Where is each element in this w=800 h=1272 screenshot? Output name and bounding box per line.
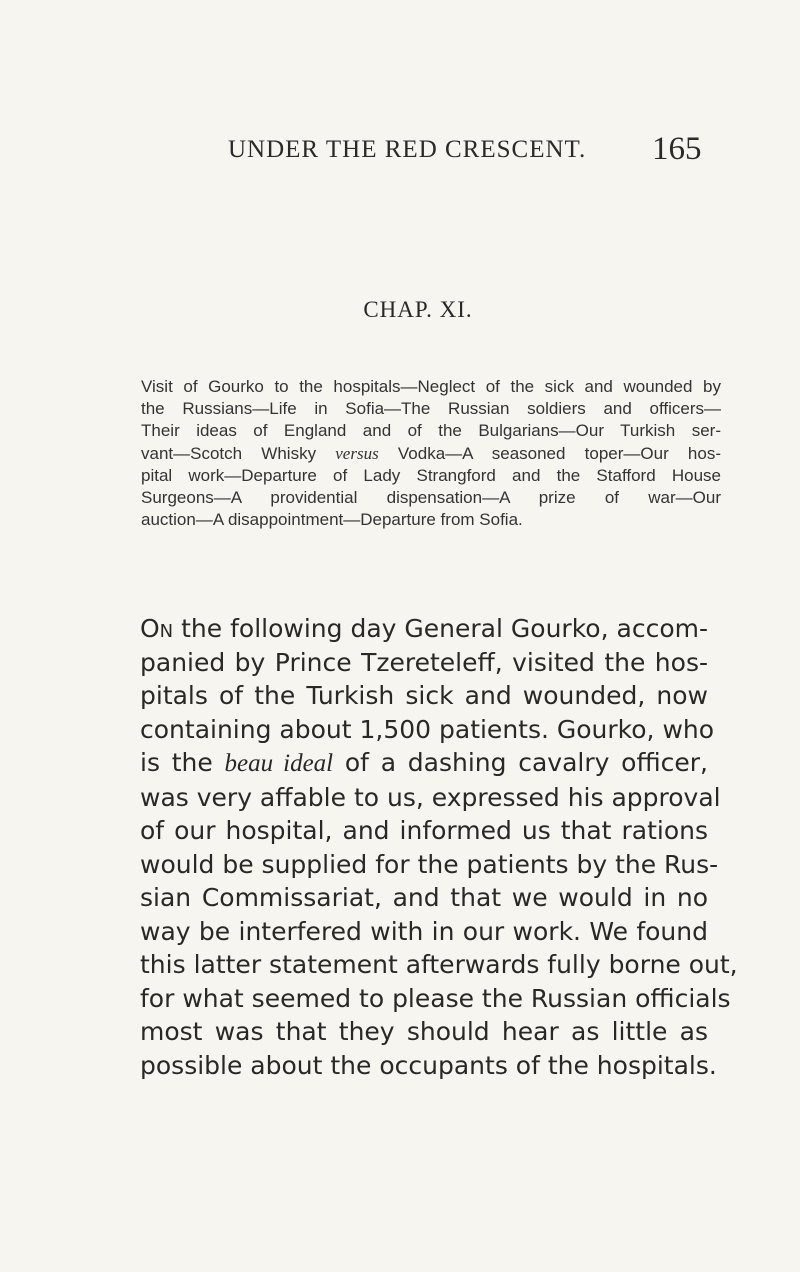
body-line: would be supplied for the patients by the Rus- xyxy=(140,849,719,879)
body-line: was very affable to us, expressed his approval xyxy=(140,782,721,812)
body-paragraph xyxy=(140,612,738,1082)
body-text: of a dashing cavalry officer, xyxy=(333,748,708,777)
body-line: containing about 1,500 patients. Gourko, who xyxy=(140,714,715,744)
synopsis-text: vant—Scotch Whisky xyxy=(141,443,336,463)
synopsis-italic: versus xyxy=(335,443,379,463)
page-number: 165 xyxy=(652,131,702,167)
body-line xyxy=(140,612,708,646)
italic-phrase: beau ideal xyxy=(224,750,334,777)
body-line: sian Commissariat, and that we would in no xyxy=(140,883,708,912)
synopsis-line: Surgeons—A providential dispensation—A prize of war—Our xyxy=(141,488,721,508)
body-text: is the xyxy=(140,748,225,777)
synopsis-line: auction—A disappointment—Departure from Sofia. xyxy=(141,510,523,530)
synopsis-line: the Russians—Life in Sofia—The Russian soldiers and officers— xyxy=(141,399,721,419)
chapter-synopsis xyxy=(141,376,721,531)
body-line: panied by Prince Tzereteleff, visited the hos- xyxy=(140,647,708,677)
body-line: this latter statement afterwards fully borne out, xyxy=(140,950,738,979)
synopsis-line xyxy=(141,443,721,465)
body-line: possible about the occupants of the hospitals. xyxy=(140,1050,717,1080)
body-line: way be interfered with in our work. We found xyxy=(140,916,708,946)
body-line: for what seemed to please the Russian officials xyxy=(140,983,731,1013)
body-line: most was that they should hear as little as xyxy=(140,1017,708,1046)
synopsis-line: Visit of Gourko to the hospitals—Neglect of the sick and wounded by xyxy=(141,377,721,396)
synopsis-line: Their ideas of England and of the Bulgarians—Our Turkish ser- xyxy=(141,421,721,441)
opening-word: On xyxy=(140,614,174,643)
body-line xyxy=(140,746,708,781)
body-line: pitals of the Turkish sick and wounded, now xyxy=(140,681,708,710)
synopsis-line: pital work—Departure of Lady Strangford and the Stafford House xyxy=(141,465,721,485)
chapter-heading: CHAP. XI. xyxy=(363,297,473,322)
body-line: of our hospital, and informed us that rations xyxy=(140,816,708,845)
running-head: UNDER THE RED CRESCENT. xyxy=(228,136,587,163)
body-text: the following day General Gourko, accom- xyxy=(173,614,708,643)
synopsis-text: Vodka—A seasoned toper—Our hos- xyxy=(378,443,721,463)
